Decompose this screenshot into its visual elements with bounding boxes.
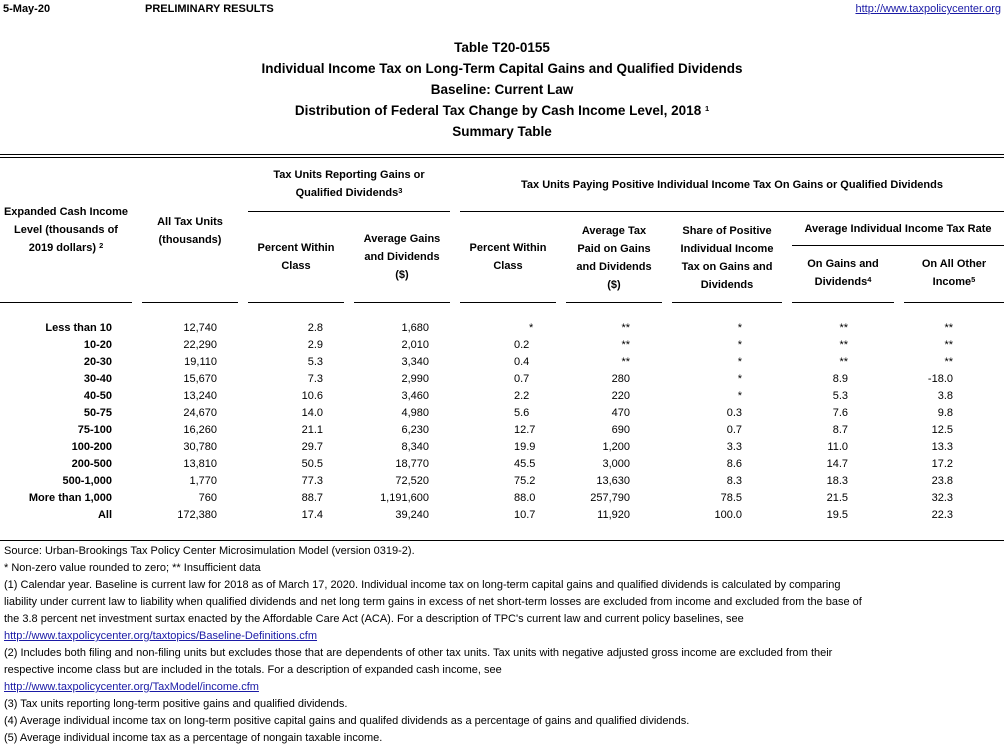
cell-rate-other: 9.8 (937, 407, 953, 419)
header-line (0, 239, 132, 257)
table-row (0, 320, 1004, 337)
table-title: Individual Income Tax on Long-Term Capital Gains and Qualified Dividends (261, 61, 743, 76)
cell-rate-gains: 5.3 (832, 390, 848, 402)
column-underline (142, 302, 238, 303)
cell-reporting-average: 4,980 (401, 407, 429, 419)
preliminary-label: PRELIMINARY RESULTS (145, 3, 274, 15)
cell-rate-gains: ** (839, 322, 848, 334)
header-line: and Dividends (364, 251, 440, 263)
table-bottom-rule (0, 540, 1004, 541)
column-underline (460, 302, 556, 303)
cell-reporting-percent: 2.9 (307, 339, 323, 351)
footnote-1-cont: the 3.8 percent net investment surtax enacted by the Affordable Care Act (ACA). For a description of TPC's current law and current policy baselines, see (4, 613, 744, 625)
column-underline (904, 302, 1004, 303)
cell-all-tax-units: 12,740 (183, 322, 217, 334)
cell-share: 8.6 (726, 458, 742, 470)
cell-average-tax: 11,920 (597, 509, 630, 521)
group-header-paying (460, 176, 1004, 194)
cell-income-level: 75-100 (77, 424, 112, 436)
cell-rate-gains: 11.0 (827, 441, 848, 453)
cell-income-level: 500-1,000 (62, 475, 112, 487)
cell-income-level: More than 1,000 (28, 492, 112, 504)
header-line (904, 273, 1004, 291)
header-text: Dividends (814, 276, 868, 288)
cell-paying-percent: 12.7 (514, 424, 536, 436)
cell-rate-other: 32.3 (931, 492, 953, 504)
cell-paying-percent: 19.9 (514, 441, 536, 453)
distribution-subtitle-text: Distribution of Federal Tax Change by Cash Income Level, 2018 (294, 103, 702, 118)
header-line: and Dividends (576, 261, 652, 273)
cell-rate-other: 13.3 (931, 441, 953, 453)
footnote-4: (4) Average individual income tax on long-term positive capital gains and qualifed dividends as a percentage of gains and qualified dividends. (4, 715, 690, 727)
column-underline (0, 302, 132, 303)
cell-reporting-average: 72,520 (395, 475, 429, 487)
cell-share: 100.0 (714, 509, 742, 521)
footnote-marker: 5 (971, 275, 976, 284)
col-header-rate-other (904, 255, 1004, 291)
cell-average-tax: ** (621, 356, 630, 368)
cell-rate-gains: 7.6 (832, 407, 848, 419)
col-header-paying-percent (460, 239, 556, 275)
cell-paying-percent: 10.7 (514, 509, 536, 521)
col-header-reporting-average (354, 230, 450, 284)
column-underline (354, 302, 450, 303)
symbol-note: * Non-zero value rounded to zero; ** Insufficient data (4, 562, 261, 574)
header-line: Average Individual Income Tax Rate (804, 223, 992, 235)
cell-reporting-percent: 17.4 (301, 509, 323, 521)
cell-reporting-average: 1,191,600 (380, 492, 429, 504)
footnote-3: (3) Tax units reporting long-term positive gains and qualified dividends. (4, 698, 348, 710)
col-header-reporting-percent (248, 239, 344, 275)
cell-share: * (737, 373, 742, 385)
table-row (0, 456, 1004, 473)
header-text: Income (932, 276, 972, 288)
cell-reporting-percent: 5.3 (307, 356, 323, 368)
cell-reporting-percent: 88.7 (301, 492, 323, 504)
column-underline (792, 302, 894, 303)
cell-share: * (737, 339, 742, 351)
table-row (0, 371, 1004, 388)
cell-share: 78.5 (720, 492, 742, 504)
baseline-definitions-link[interactable]: http://www.taxpolicycenter.org/taxtopics/Baseline-Definitions.cfm (4, 630, 318, 642)
header-line: On Gains and (807, 258, 879, 270)
table-row (0, 507, 1004, 524)
cell-reporting-average: 2,010 (401, 339, 429, 351)
cell-share: 0.3 (726, 407, 742, 419)
cell-average-tax: ** (621, 339, 630, 351)
header-line: Class (493, 260, 523, 272)
cell-income-level: Less than 10 (45, 322, 112, 334)
cell-reporting-percent: 7.3 (307, 373, 323, 385)
cell-average-tax: 220 (611, 390, 630, 402)
table-row (0, 405, 1004, 422)
header-line: Individual Income (680, 243, 774, 255)
header-line: Average Tax (581, 225, 647, 237)
distribution-subtitle (0, 100, 1004, 121)
cell-share: 8.3 (726, 475, 742, 487)
cell-rate-gains: ** (839, 339, 848, 351)
cell-rate-other: ** (944, 322, 953, 334)
cell-reporting-average: 39,240 (395, 509, 429, 521)
footnote-marker: 2 (99, 241, 104, 250)
cell-paying-percent: * (529, 322, 534, 334)
col-header-share (672, 222, 782, 294)
cell-income-level: 200-500 (71, 458, 112, 470)
header-line (248, 184, 450, 202)
header-line: ($) (395, 269, 409, 281)
cell-paying-percent: 0.4 (514, 356, 530, 368)
table-titles (0, 37, 1004, 142)
header-line: Level (thousands of (14, 224, 118, 236)
footnote-1: (1) Calendar year. Baseline is current law for 2018 as of March 17, 2020. Individual income tax on long-term capital gains and qualified dividends is calculated by comparing (4, 579, 841, 591)
income-definition-link[interactable]: http://www.taxpolicycenter.org/TaxModel/income.cfm (4, 681, 259, 693)
cell-income-level: 10-20 (83, 339, 112, 351)
cell-rate-other: 17.2 (931, 458, 953, 470)
header-line: Expanded Cash Income (3, 206, 129, 218)
table-row (0, 354, 1004, 371)
group-header-reporting (248, 166, 450, 202)
header-line (792, 273, 894, 291)
cell-rate-gains: 19.5 (826, 509, 848, 521)
cell-rate-gains: 14.7 (826, 458, 848, 470)
cell-rate-other: ** (944, 356, 953, 368)
table-row (0, 422, 1004, 439)
cell-reporting-average: 18,770 (395, 458, 429, 470)
header-line: On All Other (921, 258, 987, 270)
column-underline (566, 302, 662, 303)
report-date: 5-May-20 (3, 3, 51, 15)
cell-all-tax-units: 13,810 (183, 458, 217, 470)
cell-average-tax: 3,000 (602, 458, 630, 470)
cell-income-level: 40-50 (83, 390, 112, 402)
cell-rate-other: 3.8 (937, 390, 953, 402)
cell-reporting-average: 2,990 (401, 373, 429, 385)
summary-subtitle: Summary Table (452, 124, 552, 139)
cell-all-tax-units: 15,670 (183, 373, 217, 385)
group-underline (460, 211, 1004, 212)
cell-all-tax-units: 13,240 (183, 390, 217, 402)
cell-reporting-percent: 2.8 (307, 322, 323, 334)
footnote-5: (5) Average individual income tax as a percentage of nongain taxable income. (4, 732, 383, 744)
cell-reporting-average: 6,230 (401, 424, 429, 436)
cell-rate-gains: 18.3 (826, 475, 848, 487)
double-rule (0, 154, 1004, 158)
cell-income-level: 30-40 (83, 373, 112, 385)
table-row (0, 473, 1004, 490)
cell-average-tax: 13,630 (596, 475, 630, 487)
tpc-website-link[interactable]: http://www.taxpolicycenter.org (855, 3, 1001, 15)
cell-reporting-percent: 50.5 (301, 458, 323, 470)
cell-paying-percent: 2.2 (514, 390, 530, 402)
cell-all-tax-units: 172,380 (177, 509, 217, 521)
header-line: Dividends (700, 279, 754, 291)
cell-all-tax-units: 19,110 (184, 356, 217, 368)
cell-reporting-average: 3,340 (401, 356, 429, 368)
header-line: Tax on Gains and (681, 261, 773, 273)
col-header-rate-gains (792, 255, 894, 291)
col-header-average-tax (566, 222, 662, 294)
table-id: Table T20-0155 (454, 40, 550, 55)
cell-rate-gains: ** (839, 356, 848, 368)
cell-share: 0.7 (726, 424, 742, 436)
col-header-all-tax-units (142, 213, 238, 249)
cell-income-level: 20-30 (83, 356, 112, 368)
cell-paying-percent: 45.5 (514, 458, 536, 470)
col-header-income-level (0, 203, 132, 257)
cell-average-tax: 257,790 (590, 492, 630, 504)
header-line: Tax Units Reporting Gains or (273, 169, 425, 181)
cell-reporting-average: 3,460 (401, 390, 429, 402)
cell-all-tax-units: 24,670 (183, 407, 217, 419)
cell-paying-percent: 5.6 (514, 407, 530, 419)
footnotes (4, 543, 1002, 747)
cell-reporting-average: 8,340 (401, 441, 429, 453)
cell-average-tax: ** (621, 322, 630, 334)
cell-share: * (737, 356, 742, 368)
cell-share: * (737, 390, 742, 402)
cell-rate-other: -18.0 (927, 373, 953, 385)
table-row (0, 490, 1004, 507)
cell-all-tax-units: 22,290 (183, 339, 217, 351)
cell-average-tax: 1,200 (602, 441, 630, 453)
cell-reporting-percent: 29.7 (301, 441, 323, 453)
cell-rate-gains: 21.5 (826, 492, 848, 504)
cell-average-tax: 690 (611, 424, 630, 436)
header-line: Tax Units Paying Positive Individual Income Tax On Gains or Qualified Dividends (521, 179, 943, 191)
cell-all-tax-units: 16,260 (183, 424, 217, 436)
footnote-2: (2) Includes both filing and non-filing units but excludes those that are dependents of other tax units. Tax units with negative adjusted gross income are excluded from their (4, 647, 833, 659)
cell-average-tax: 280 (611, 373, 630, 385)
header-text: 2019 dollars) (28, 242, 97, 254)
cell-reporting-percent: 10.6 (301, 390, 323, 402)
header-line: Class (281, 260, 311, 272)
cell-reporting-percent: 21.1 (301, 424, 323, 436)
group-underline (792, 245, 1004, 246)
cell-rate-other: 23.8 (931, 475, 953, 487)
header-line: ($) (607, 279, 621, 291)
group-header-tax-rate (792, 220, 1004, 238)
cell-all-tax-units: 1,770 (189, 475, 217, 487)
header-line: Share of Positive (682, 225, 772, 237)
header-line: All Tax Units (157, 216, 223, 228)
header-line: Percent Within (257, 242, 335, 254)
cell-paying-percent: 88.0 (514, 492, 536, 504)
table-row (0, 337, 1004, 354)
header-line: (thousands) (158, 234, 222, 246)
cell-reporting-percent: 14.0 (301, 407, 323, 419)
cell-paying-percent: 75.2 (514, 475, 536, 487)
header-line: Paid on Gains (577, 243, 651, 255)
header-text: Qualified Dividends (295, 187, 399, 199)
column-underline (672, 302, 782, 303)
table-row (0, 388, 1004, 405)
cell-rate-other: ** (944, 339, 953, 351)
header-line: Percent Within (469, 242, 547, 254)
cell-rate-gains: 8.7 (832, 424, 848, 436)
cell-rate-gains: 8.9 (832, 373, 848, 385)
cell-all-tax-units: 30,780 (183, 441, 217, 453)
cell-income-level: All (97, 509, 112, 521)
baseline-subtitle: Baseline: Current Law (430, 82, 574, 97)
cell-share: * (737, 322, 742, 334)
column-underline (248, 302, 344, 303)
cell-all-tax-units: 760 (198, 492, 217, 504)
group-underline (248, 211, 450, 212)
cell-income-level: 100-200 (71, 441, 112, 453)
footnote-marker: 4 (867, 275, 872, 284)
cell-rate-other: 12.5 (931, 424, 953, 436)
cell-paying-percent: 0.7 (514, 373, 530, 385)
cell-average-tax: 470 (611, 407, 630, 419)
header-line: Average Gains (363, 233, 441, 245)
source-note: Source: Urban-Brookings Tax Policy Center Microsimulation Model (version 0319-2). (4, 545, 415, 557)
cell-share: 3.3 (726, 441, 742, 453)
cell-reporting-percent: 77.3 (301, 475, 323, 487)
footnote-marker: 3 (398, 186, 403, 195)
footnote-2-cont: respective income class but are included in the totals. For a description of expanded cash income, see (4, 664, 502, 676)
table-row (0, 439, 1004, 456)
cell-paying-percent: 0.2 (514, 339, 530, 351)
cell-income-level: 50-75 (83, 407, 112, 419)
footnote-marker: 1 (704, 104, 710, 113)
cell-reporting-average: 1,680 (401, 322, 429, 334)
footnote-1-cont: liability under current law to liability when qualified dividends and net long term gains in excess of net short-term losses are excluded from income and excluded from the base of (4, 596, 862, 608)
cell-rate-other: 22.3 (931, 509, 953, 521)
